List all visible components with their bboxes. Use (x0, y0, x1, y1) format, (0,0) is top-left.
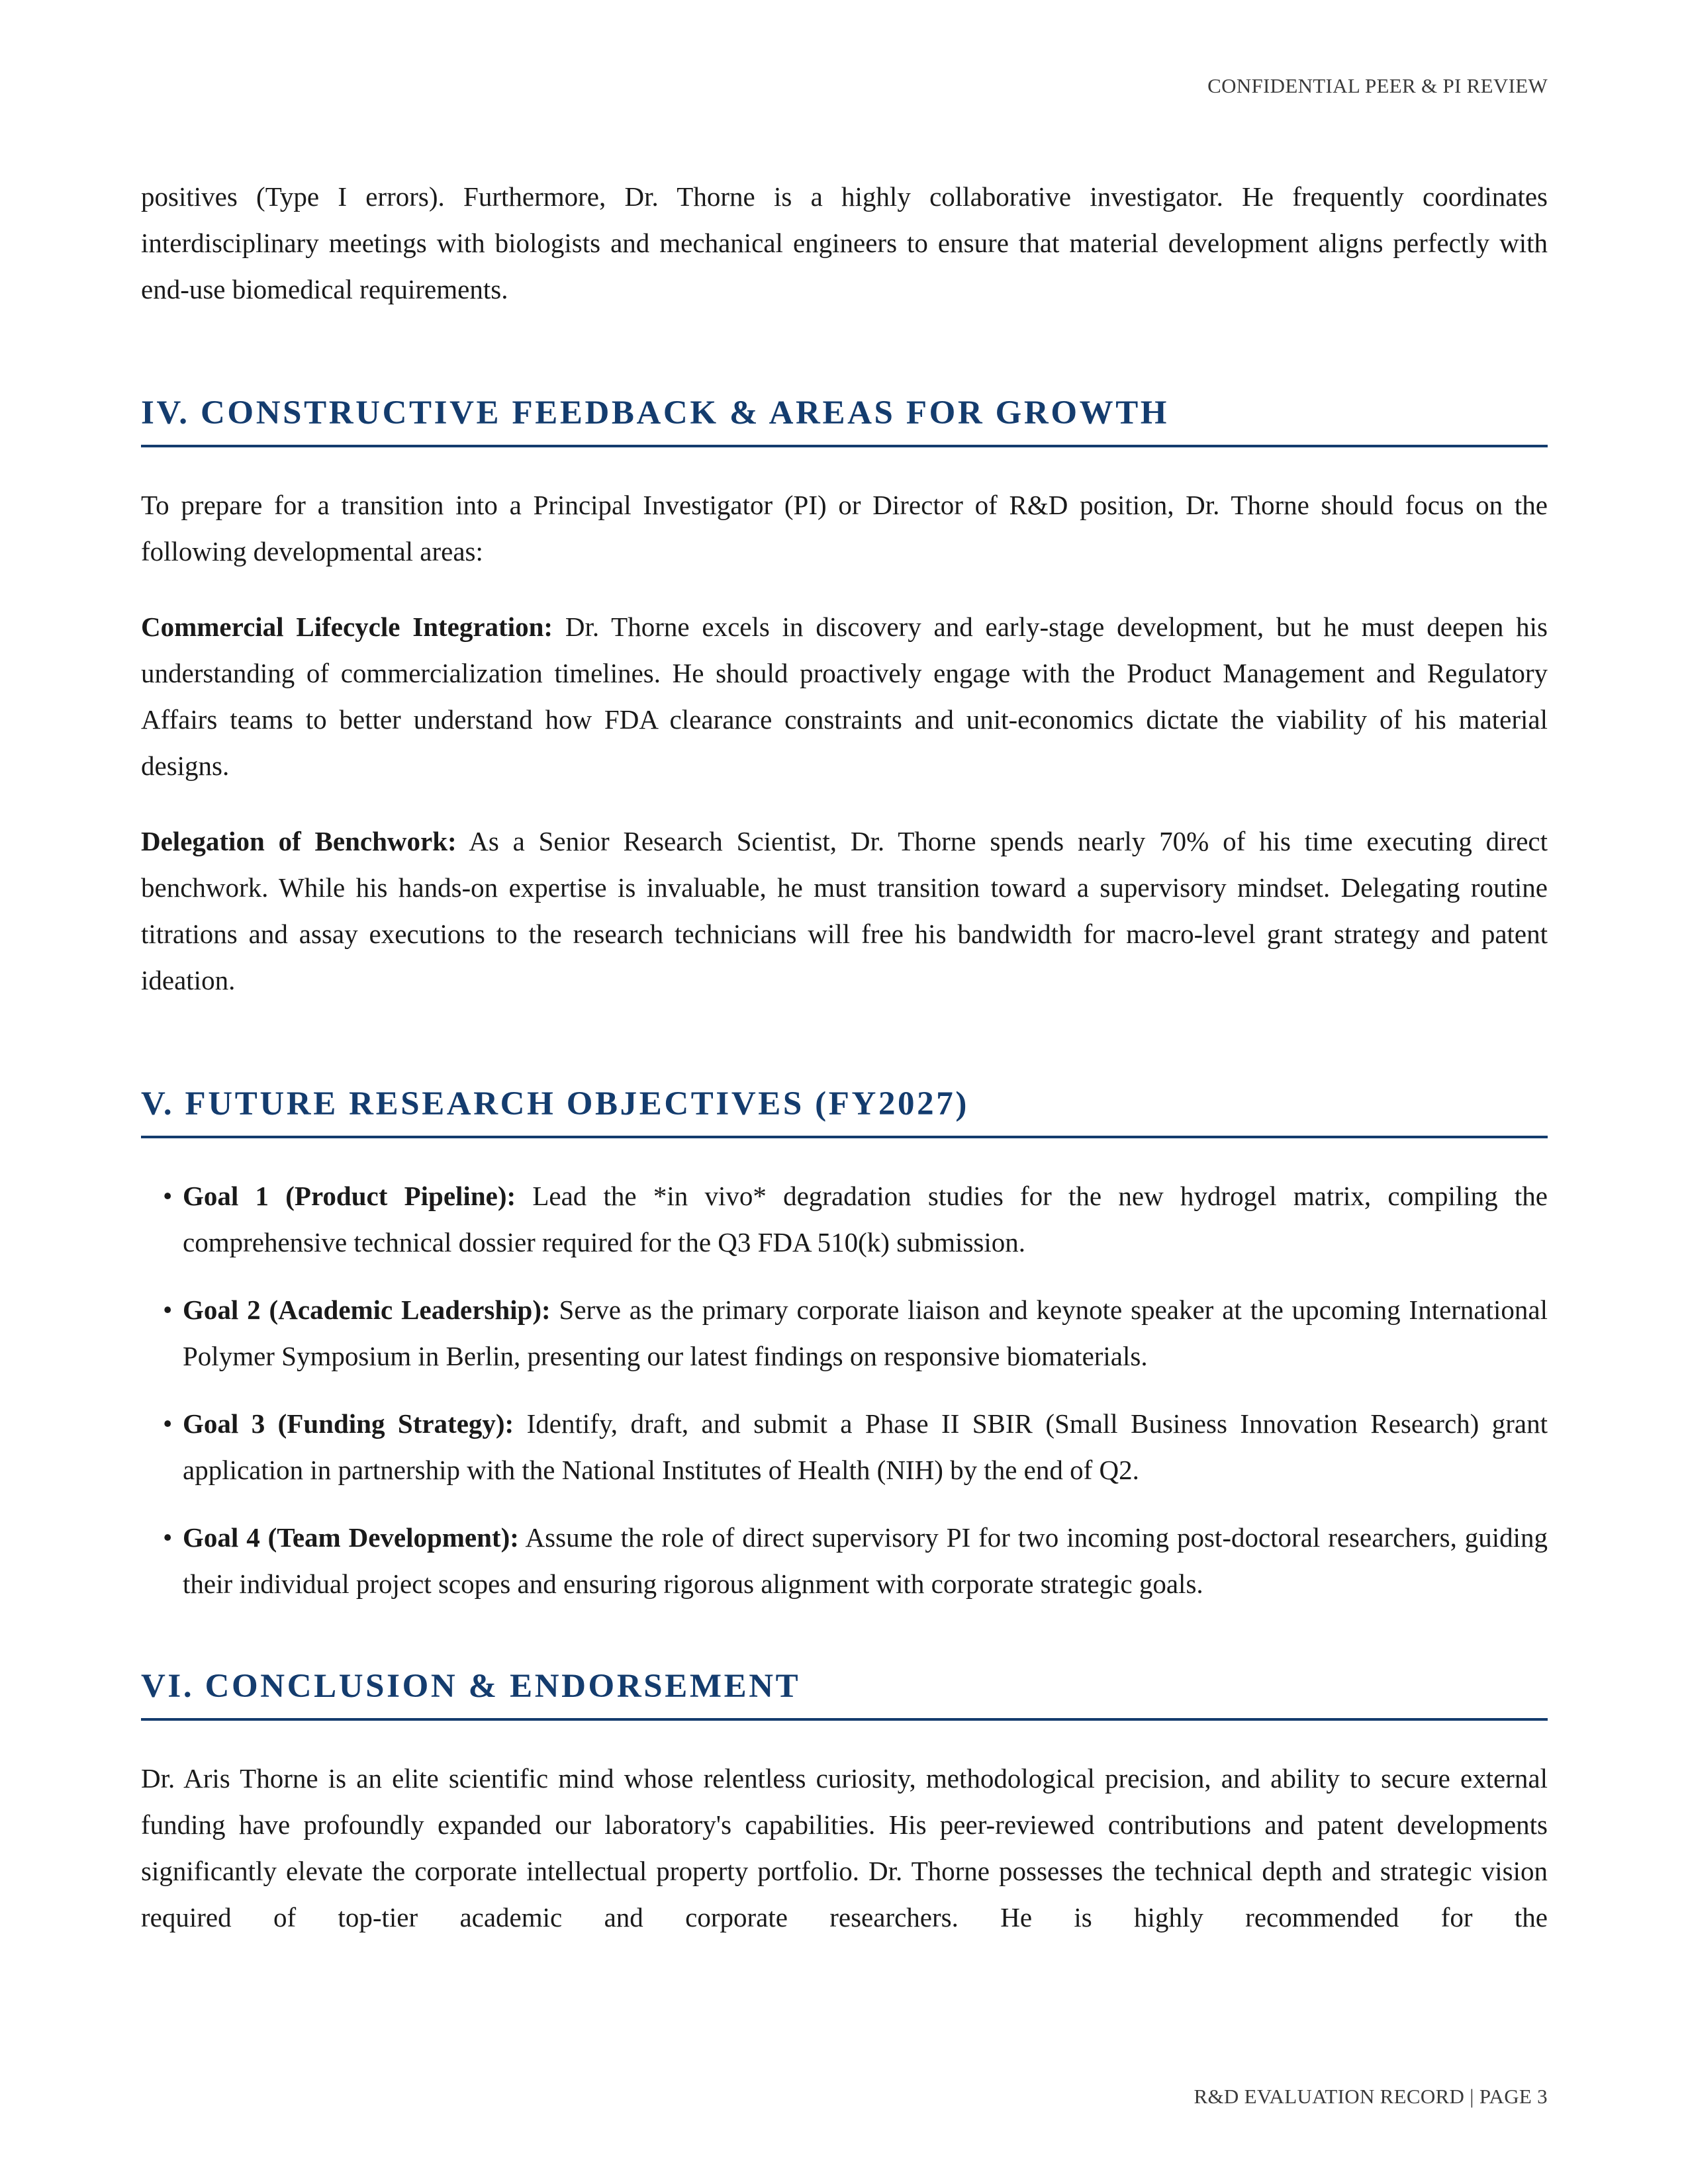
goal-label: Goal 3 (Funding Strategy): (183, 1408, 514, 1439)
goal-label: Goal 1 (Product Pipeline): (183, 1181, 516, 1211)
goals-list (141, 1173, 1548, 1607)
section-heading-conclusion: VI. CONCLUSION & ENDORSEMENT (141, 1666, 1548, 1721)
page-content (141, 173, 1548, 1940)
section-constructive-feedback (141, 393, 1548, 1003)
bullet-mark: • (163, 1408, 173, 1439)
bullet-mark: • (163, 1522, 173, 1553)
bullet-mark: • (163, 1295, 173, 1325)
goal-label: Goal 2 (Academic Leadership): (183, 1295, 551, 1325)
goal-text: Identify, draft, and submit a Phase II SBIR (Small Business Innovation Research) grant application in partnership with the National Institutes of Health (NIH) by the end of Q2. (183, 1408, 1548, 1485)
feedback-item-text: As a Senior Research Scientist, Dr. Thorne spends nearly 70% of his time executing direct benchwork. While his hands-on expertise is invaluable, he must transition toward a supervisory mindset. Delegating routine titrations and assay executions to the research technicians will free his bandwidth for macro-level grant strategy and patent ideation. (141, 826, 1548, 995)
goal-text: Serve as the primary corporate liaison and keynote speaker at the upcoming International Polymer Symposium in Berlin, presenting our latest findings on responsive biomaterials. (183, 1295, 1548, 1371)
feedback-item-label: Delegation of Benchwork: (141, 826, 457, 856)
running-footer: R&D EVALUATION RECORD | PAGE 3 (1194, 2085, 1548, 2108)
section-heading-objectives: V. FUTURE RESEARCH OBJECTIVES (FY2027) (141, 1084, 1548, 1138)
feedback-item-label: Commercial Lifecycle Integration: (141, 612, 553, 642)
section-heading-feedback: IV. CONSTRUCTIVE FEEDBACK & AREAS FOR GROWTH (141, 393, 1548, 447)
document-page (141, 0, 1548, 2184)
goal-item-1 (141, 1173, 1548, 1265)
running-header: CONFIDENTIAL PEER & PI REVIEW (1207, 74, 1548, 97)
intro-paragraph: positives (Type I errors). Furthermore, Dr. Thorne is a highly collaborative investigator. He frequently coordinates interdisciplinary meetings with biologists and mechanical engineers to ensure that material development aligns perfectly with end-use biomedical requirements. (141, 181, 1548, 304)
feedback-item-commercial (141, 604, 1548, 789)
section-conclusion (141, 1666, 1548, 1940)
feedback-item-delegation (141, 818, 1548, 1003)
goal-item-4 (141, 1514, 1548, 1607)
goal-text: Lead the *in vivo* degradation studies for the new hydrogel matrix, compiling the comprehensive technical dossier required for the Q3 FDA 510(k) submission. (183, 1181, 1548, 1257)
conclusion-paragraph: Dr. Aris Thorne is an elite scientific mind whose relentless curiosity, methodological precision, and ability to secure external funding have profoundly expanded our laboratory's capabilities. His peer-reviewed contributions and patent developments significantly elevate the corporate intellectual property portfolio. Dr. Thorne possesses the technical depth and strategic vision required of top-tier academic and corporate researchers. He is highly recommended for the (141, 1763, 1548, 1933)
feedback-lead-paragraph: To prepare for a transition into a Principal Investigator (PI) or Director of R&D position, Dr. Thorne should focus on the following developmental areas: (141, 490, 1548, 567)
goal-text: Assume the role of direct supervisory PI for two incoming post-doctoral researchers, guiding their individual project scopes and ensuring rigorous alignment with corporate strategic goals. (183, 1522, 1548, 1599)
goal-item-2 (141, 1287, 1548, 1379)
goal-item-3 (141, 1400, 1548, 1493)
feedback-item-text: Dr. Thorne excels in discovery and early-stage development, but he must deepen his understanding of commercialization timelines. He should proactively engage with the Product Management and Regulatory Affairs teams to better understand how FDA clearance constraints and unit-economics dictate the viability of his material designs. (141, 612, 1548, 781)
bullet-mark: • (163, 1181, 173, 1211)
section-future-objectives (141, 1084, 1548, 1607)
goal-label: Goal 4 (Team Development): (183, 1522, 519, 1553)
